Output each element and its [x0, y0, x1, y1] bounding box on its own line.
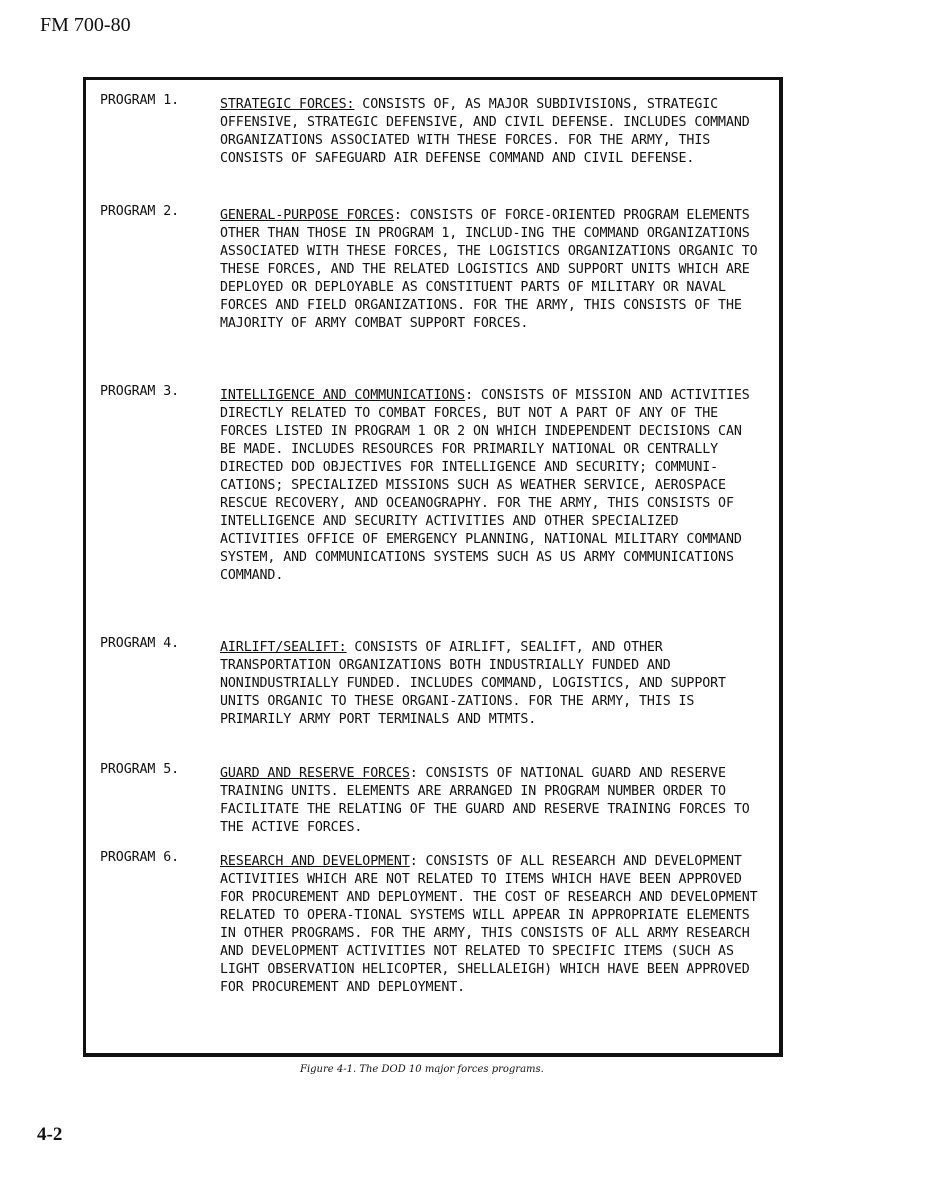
- program-entry-4: [100, 636, 760, 729]
- program-body: [220, 96, 760, 168]
- program-title: GENERAL-PURPOSE FORCES: [220, 208, 394, 223]
- program-entry-3: [100, 384, 760, 585]
- program-number: PROGRAM 6.: [100, 850, 180, 865]
- program-text: CONSISTS OF, AS MAJOR SUBDIVISIONS, STRATEGIC OFFENSIVE, STRATEGIC DEFENSIVE, AND CIVIL DEFENSE. INCLUDES COMMAND ORGANIZATIONS ASSOCIATED WITH THESE FORCES. FOR THE ARMY, THIS CONSISTS OF SAFEGUARD AIR DEFENSE COMMAND AND CIVIL DEFENSE.: [220, 97, 750, 166]
- program-body: [220, 207, 760, 333]
- program-text: : CONSISTS OF MISSION AND ACTIVITIES DIRECTLY RELATED TO COMBAT FORCES, BUT NOT A PART OF ANY OF THE FORCES LISTED IN PROGRAM 1 OR 2 ON WHICH INDEPENDENT DECISIONS CAN BE MADE. INCLUDES RESOURCES FOR PRIMARILY NATIONAL OR CENTRALLY DIRECTED DOD OBJECTIVES FOR INTELLIGENCE AND SECURITY; COMMUNI-CATIONS; SPECIALIZED MISSIONS SUCH AS WEATHER SERVICE, AEROSPACE RESCUE RECOVERY, AND OCEANOGRAPHY. FOR THE ARMY, THIS CONSISTS OF INTELLIGENCE AND SECURITY ACTIVITIES AND OTHER SPECIALIZED ACTIVITIES OFFICE OF EMERGENCY PLANNING, NATIONAL MILITARY COMMAND SYSTEM, AND COMMUNICATIONS SYSTEMS SUCH AS US ARMY COMMUNICATIONS COMMAND.: [220, 388, 750, 583]
- program-title: AIRLIFT/SEALIFT:: [220, 640, 347, 655]
- program-number: PROGRAM 3.: [100, 384, 180, 399]
- program-text: CONSISTS OF AIRLIFT, SEALIFT, AND OTHER TRANSPORTATION ORGANIZATIONS BOTH INDUSTRIALLY FUNDED AND NONINDUSTRIALLY FUNDED. INCLUDES COMMAND, LOGISTICS, AND SUPPORT UNITS ORGANIC TO THESE ORGANI-ZATIONS. FOR THE ARMY, THIS IS PRIMARILY ARMY PORT TERMINALS AND MTMTS.: [220, 640, 726, 727]
- program-number: PROGRAM 4.: [100, 636, 180, 651]
- program-title: STRATEGIC FORCES:: [220, 97, 355, 112]
- program-title: RESEARCH AND DEVELOPMENT: [220, 854, 410, 869]
- document-id: FM 700-80: [40, 14, 131, 36]
- program-number: PROGRAM 5.: [100, 762, 180, 777]
- program-text: : CONSISTS OF NATIONAL GUARD AND RESERVE TRAINING UNITS. ELEMENTS ARE ARRANGED IN PROGRAM NUMBER ORDER TO FACILITATE THE RELATING OF THE GUARD AND RESERVE TRAINING FORCES TO THE ACTIVE FORCES.: [220, 766, 750, 835]
- program-text: : CONSISTS OF ALL RESEARCH AND DEVELOPMENT ACTIVITIES WHICH ARE NOT RELATED TO ITEMS WHICH HAVE BEEN APPROVED FOR PROCUREMENT AND DEPLOYMENT. THE COST OF RESEARCH AND DEVELOPMENT RELATED TO OPERA-TIONAL SYSTEMS WILL APPEAR IN APPROPRIATE ELEMENTS IN OTHER PROGRAMS. FOR THE ARMY, THIS CONSISTS OF ALL ARMY RESEARCH AND DEVELOPMENT ACTIVITIES NOT RELATED TO SPECIFIC ITEMS (SUCH AS LIGHT OBSERVATION HELICOPTER, SHELLALEIGH) WHICH HAVE BEEN APPROVED FOR PROCUREMENT AND DEPLOYMENT.: [220, 854, 758, 995]
- page-number: 4-2: [37, 1124, 63, 1145]
- program-body: [220, 387, 760, 585]
- program-title: INTELLIGENCE AND COMMUNICATIONS: [220, 388, 466, 403]
- program-entry-5: [100, 762, 760, 837]
- program-entry-6: [100, 850, 760, 997]
- program-body: [220, 639, 760, 729]
- program-body: [220, 853, 760, 997]
- program-text: : CONSISTS OF FORCE-ORIENTED PROGRAM ELEMENTS OTHER THAN THOSE IN PROGRAM 1, INCLUD-ING THE COMMAND ORGANIZATIONS ASSOCIATED WITH THESE FORCES, THE LOGISTICS ORGANIZATIONS ORGANIC TO THESE FORCES, AND THE RELATED LOGISTICS AND SUPPORT UNITS WHICH ARE DEPLOYED OR DEPLOYABLE AS CONSTITUENT PARTS OF MILITARY OR NAVAL FORCES AND FIELD ORGANIZATIONS. FOR THE ARMY, THIS CONSISTS OF THE MAJORITY OF ARMY COMBAT SUPPORT FORCES.: [220, 208, 758, 331]
- program-body: [220, 765, 760, 837]
- program-entry-2: [100, 204, 760, 333]
- program-title: GUARD AND RESERVE FORCES: [220, 766, 410, 781]
- program-number: PROGRAM 1.: [100, 93, 180, 108]
- program-number: PROGRAM 2.: [100, 204, 180, 219]
- figure-caption: Figure 4-1. The DOD 10 major forces programs.: [300, 1064, 544, 1075]
- program-entry-1: [100, 93, 760, 168]
